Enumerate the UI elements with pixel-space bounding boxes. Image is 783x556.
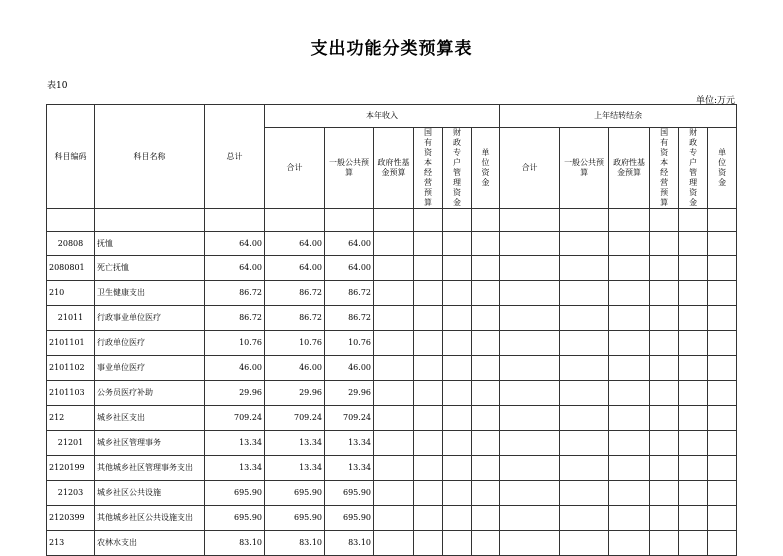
cell-code: 213	[47, 531, 95, 556]
cell-empty	[500, 456, 560, 481]
cell-empty	[609, 356, 650, 381]
cell-sum: 13.34	[265, 431, 325, 456]
cell-empty	[472, 281, 500, 306]
cell-sum: 695.90	[265, 506, 325, 531]
table-row	[47, 456, 737, 481]
cell-total: 64.00	[205, 232, 265, 256]
cell-empty	[679, 506, 708, 531]
cell-empty	[708, 281, 737, 306]
cell-empty	[650, 356, 679, 381]
cell-empty	[443, 331, 472, 356]
cell-empty	[560, 256, 609, 281]
cell-name: 事业单位医疗	[95, 356, 205, 381]
header-state-capital: 国有资本经营预算	[414, 128, 443, 209]
cell-empty	[708, 331, 737, 356]
cell-empty	[500, 531, 560, 556]
cell-name: 农林水支出	[95, 531, 205, 556]
cell-empty	[414, 256, 443, 281]
cell-empty	[443, 281, 472, 306]
table-row	[47, 256, 737, 281]
cell-empty	[374, 506, 414, 531]
cell-code: 21201	[47, 431, 95, 456]
cell-empty	[609, 481, 650, 506]
cell-sum: 46.00	[265, 356, 325, 381]
cell-empty	[650, 281, 679, 306]
cell-empty	[500, 306, 560, 331]
header-total: 总计	[205, 105, 265, 209]
cell-empty	[609, 381, 650, 406]
cell-empty	[472, 481, 500, 506]
cell-name: 行政事业单位医疗	[95, 306, 205, 331]
cell-code: 210	[47, 281, 95, 306]
cell-name: 城乡社区管理事务	[95, 431, 205, 456]
cell-sum: 29.96	[265, 381, 325, 406]
cell-empty	[472, 531, 500, 556]
cell-total: 10.76	[205, 331, 265, 356]
header-general: 一般公共预算	[325, 128, 374, 209]
header-current-income: 本年收入	[265, 105, 500, 128]
cell-empty	[443, 256, 472, 281]
cell-empty	[708, 481, 737, 506]
cell-empty	[374, 356, 414, 381]
cell-general: 709.24	[325, 406, 374, 431]
header-code: 科目编码	[47, 105, 95, 209]
cell-empty	[708, 506, 737, 531]
table-row	[47, 232, 737, 256]
table-row	[47, 306, 737, 331]
header-row-1	[47, 105, 737, 128]
cell-empty	[500, 406, 560, 431]
cell-empty	[374, 406, 414, 431]
cell-total: 13.34	[205, 431, 265, 456]
cell-total: 64.00	[205, 256, 265, 281]
cell-total: 29.96	[205, 381, 265, 406]
cell-empty	[560, 506, 609, 531]
cell-sum: 13.34	[265, 456, 325, 481]
cell-code: 2080801	[47, 256, 95, 281]
cell-empty	[679, 306, 708, 331]
cell-empty	[650, 381, 679, 406]
table-row	[47, 381, 737, 406]
cell-empty	[472, 232, 500, 256]
cell-empty	[650, 331, 679, 356]
cell-empty	[472, 256, 500, 281]
cell-general: 695.90	[325, 481, 374, 506]
cell-total: 46.00	[205, 356, 265, 381]
cell-empty	[472, 356, 500, 381]
header-unit-fund-carry: 单位资金	[708, 128, 737, 209]
cell-total: 709.24	[205, 406, 265, 431]
cell-empty	[560, 281, 609, 306]
cell-empty	[414, 406, 443, 431]
cell-empty	[609, 506, 650, 531]
header-carryover: 上年结转结余	[500, 105, 737, 128]
cell-empty	[374, 331, 414, 356]
cell-total: 86.72	[205, 281, 265, 306]
header-sum-carry: 合计	[500, 128, 560, 209]
cell-empty	[500, 506, 560, 531]
cell-empty	[650, 406, 679, 431]
cell-empty	[560, 406, 609, 431]
table-row	[47, 331, 737, 356]
cell-empty	[414, 506, 443, 531]
cell-general: 13.34	[325, 456, 374, 481]
cell-empty	[679, 531, 708, 556]
cell-empty	[679, 481, 708, 506]
cell-empty	[679, 356, 708, 381]
cell-empty	[414, 331, 443, 356]
cell-empty	[708, 531, 737, 556]
page-title: 支出功能分类预算表	[310, 39, 473, 59]
header-fund-carry: 政府性基金预算	[609, 128, 650, 209]
cell-empty	[500, 281, 560, 306]
cell-name: 城乡社区公共设施	[95, 481, 205, 506]
cell-empty	[500, 232, 560, 256]
header-sum: 合计	[265, 128, 325, 209]
header-state-capital-carry: 国有资本经营预算	[650, 128, 679, 209]
cell-general: 64.00	[325, 256, 374, 281]
cell-empty	[609, 331, 650, 356]
cell-empty	[609, 232, 650, 256]
cell-empty	[679, 406, 708, 431]
cell-empty	[679, 256, 708, 281]
cell-empty	[650, 531, 679, 556]
cell-code: 2120199	[47, 456, 95, 481]
cell-code: 2101101	[47, 331, 95, 356]
cell-code: 21011	[47, 306, 95, 331]
cell-empty	[650, 232, 679, 256]
header-special-carry: 财政专户管理资金	[679, 128, 708, 209]
table-row	[47, 481, 737, 506]
cell-code: 2120399	[47, 506, 95, 531]
cell-total: 695.90	[205, 506, 265, 531]
cell-sum: 83.10	[265, 531, 325, 556]
cell-empty	[708, 456, 737, 481]
cell-empty	[650, 456, 679, 481]
table-number: 表10	[47, 81, 68, 91]
cell-empty	[374, 232, 414, 256]
cell-empty	[708, 356, 737, 381]
cell-empty	[472, 431, 500, 456]
cell-empty	[679, 381, 708, 406]
cell-empty	[472, 406, 500, 431]
cell-name: 卫生健康支出	[95, 281, 205, 306]
header-unit-fund: 单位资金	[472, 128, 500, 209]
cell-empty	[708, 406, 737, 431]
cell-code: 2101103	[47, 381, 95, 406]
cell-code: 2101102	[47, 356, 95, 381]
cell-empty	[443, 356, 472, 381]
header-name: 科目名称	[95, 105, 205, 209]
header-special: 财政专户管理资金	[443, 128, 472, 209]
cell-empty	[560, 456, 609, 481]
cell-empty	[679, 281, 708, 306]
cell-empty	[472, 331, 500, 356]
cell-empty	[472, 381, 500, 406]
cell-empty	[443, 306, 472, 331]
cell-empty	[374, 481, 414, 506]
cell-empty	[679, 456, 708, 481]
cell-general: 10.76	[325, 331, 374, 356]
cell-total: 83.10	[205, 531, 265, 556]
cell-general: 29.96	[325, 381, 374, 406]
cell-empty	[609, 456, 650, 481]
cell-empty	[414, 456, 443, 481]
table-row	[47, 281, 737, 306]
cell-empty	[443, 506, 472, 531]
cell-empty	[472, 506, 500, 531]
cell-empty	[560, 481, 609, 506]
cell-name: 城乡社区支出	[95, 406, 205, 431]
cell-general: 46.00	[325, 356, 374, 381]
cell-general: 13.34	[325, 431, 374, 456]
cell-general: 64.00	[325, 232, 374, 256]
cell-empty	[374, 381, 414, 406]
cell-empty	[560, 232, 609, 256]
header-fund: 政府性基金预算	[374, 128, 414, 209]
cell-name: 其他城乡社区公共设施支出	[95, 506, 205, 531]
cell-empty	[500, 381, 560, 406]
cell-empty	[650, 481, 679, 506]
cell-general: 86.72	[325, 281, 374, 306]
cell-empty	[650, 306, 679, 331]
cell-name: 公务员医疗补助	[95, 381, 205, 406]
cell-empty	[609, 406, 650, 431]
cell-empty	[500, 256, 560, 281]
cell-empty	[500, 431, 560, 456]
cell-code: 212	[47, 406, 95, 431]
cell-empty	[443, 531, 472, 556]
cell-empty	[609, 256, 650, 281]
cell-empty	[500, 331, 560, 356]
cell-empty	[708, 232, 737, 256]
cell-empty	[443, 481, 472, 506]
table-row	[47, 506, 737, 531]
table-body	[47, 105, 737, 556]
cell-name: 行政单位医疗	[95, 331, 205, 356]
cell-empty	[472, 306, 500, 331]
cell-empty	[374, 456, 414, 481]
cell-sum: 709.24	[265, 406, 325, 431]
cell-general: 695.90	[325, 506, 374, 531]
table-row	[47, 531, 737, 556]
cell-empty	[414, 431, 443, 456]
cell-sum: 64.00	[265, 256, 325, 281]
cell-empty	[679, 431, 708, 456]
cell-empty	[679, 232, 708, 256]
cell-empty	[650, 506, 679, 531]
cell-empty	[560, 306, 609, 331]
budget-table	[46, 104, 737, 556]
cell-empty	[374, 306, 414, 331]
cell-total: 13.34	[205, 456, 265, 481]
cell-empty	[609, 531, 650, 556]
cell-empty	[374, 431, 414, 456]
cell-empty	[650, 256, 679, 281]
cell-code: 20808	[47, 232, 95, 256]
cell-empty	[609, 431, 650, 456]
cell-empty	[560, 356, 609, 381]
cell-empty	[443, 381, 472, 406]
cell-empty	[414, 481, 443, 506]
cell-empty	[560, 431, 609, 456]
cell-empty	[560, 381, 609, 406]
cell-empty	[609, 306, 650, 331]
cell-name: 抚恤	[95, 232, 205, 256]
cell-empty	[414, 281, 443, 306]
cell-empty	[414, 356, 443, 381]
cell-empty	[443, 232, 472, 256]
cell-sum: 10.76	[265, 331, 325, 356]
cell-empty	[443, 456, 472, 481]
cell-empty	[374, 281, 414, 306]
spacer-row	[47, 209, 737, 232]
cell-empty	[708, 256, 737, 281]
cell-name: 其他城乡社区管理事务支出	[95, 456, 205, 481]
unit-label: 单位:万元	[695, 96, 735, 106]
cell-empty	[609, 281, 650, 306]
cell-code: 21203	[47, 481, 95, 506]
cell-general: 83.10	[325, 531, 374, 556]
cell-empty	[443, 431, 472, 456]
cell-empty	[500, 356, 560, 381]
cell-empty	[679, 331, 708, 356]
cell-empty	[560, 331, 609, 356]
header-general-carry: 一般公共预算	[560, 128, 609, 209]
cell-sum: 86.72	[265, 306, 325, 331]
cell-empty	[374, 531, 414, 556]
cell-empty	[708, 306, 737, 331]
cell-empty	[708, 431, 737, 456]
cell-empty	[374, 256, 414, 281]
cell-sum: 695.90	[265, 481, 325, 506]
cell-empty	[414, 531, 443, 556]
cell-empty	[500, 481, 560, 506]
cell-empty	[560, 531, 609, 556]
cell-empty	[472, 456, 500, 481]
cell-name: 死亡抚恤	[95, 256, 205, 281]
cell-total: 695.90	[205, 481, 265, 506]
table-row	[47, 406, 737, 431]
cell-sum: 64.00	[265, 232, 325, 256]
cell-total: 86.72	[205, 306, 265, 331]
cell-empty	[414, 232, 443, 256]
cell-general: 86.72	[325, 306, 374, 331]
cell-sum: 86.72	[265, 281, 325, 306]
cell-empty	[414, 306, 443, 331]
table-row	[47, 356, 737, 381]
table-row	[47, 431, 737, 456]
cell-empty	[650, 431, 679, 456]
cell-empty	[414, 381, 443, 406]
cell-empty	[443, 406, 472, 431]
cell-empty	[708, 381, 737, 406]
